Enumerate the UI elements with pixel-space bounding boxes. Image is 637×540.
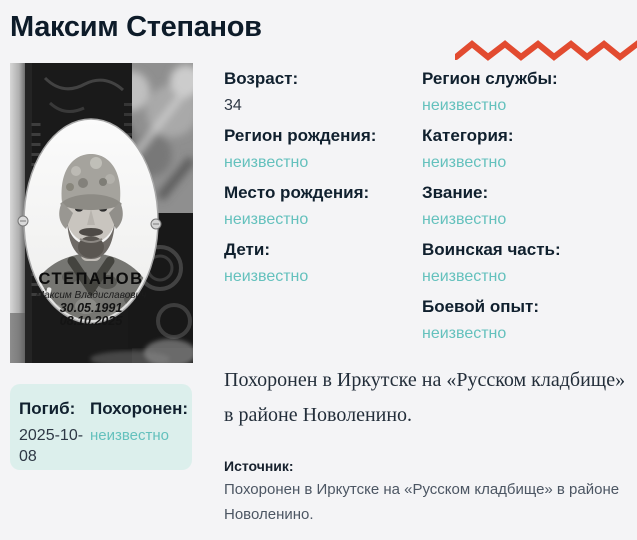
source-block: [224, 458, 626, 527]
field-label: Регион рождения:: [224, 126, 377, 145]
source-text: Похоронен в Иркутске на «Русском кладбище» в районе Новоленино.: [224, 481, 620, 523]
field-value: неизвестно: [422, 268, 507, 285]
field-value: неизвестно: [224, 154, 309, 171]
fields-column-right: [422, 63, 637, 353]
source-label: Источник:: [224, 458, 294, 474]
field-value: неизвестно: [422, 154, 507, 171]
field-label: Дети:: [224, 240, 270, 259]
death-burial-box: [10, 384, 192, 470]
died-date: 2025-10-08: [19, 427, 84, 466]
field-combat-experience: [422, 296, 637, 345]
field-service-region: [422, 68, 637, 117]
field-birth-region: [224, 125, 419, 174]
field-age: [224, 68, 419, 117]
field-children: [224, 239, 419, 288]
memorial-photo: [10, 63, 193, 363]
field-rank: [422, 182, 637, 231]
field-value: неизвестно: [224, 211, 309, 228]
field-category: [422, 125, 637, 174]
buried-label: Похоронен:: [90, 399, 189, 418]
died-label: Погиб:: [19, 399, 76, 418]
field-military-unit: [422, 239, 637, 288]
plaque-birth-date: 30.05.1991: [59, 301, 123, 315]
field-value: неизвестно: [224, 268, 309, 285]
plaque-death-date: 08.10.2025: [59, 314, 123, 328]
fields-column-left: [224, 63, 419, 296]
gravestone-photo-art: [10, 63, 193, 363]
field-value: 34: [224, 97, 242, 114]
page-title: Максим Степанов: [10, 11, 262, 43]
plaque-surname: СТЕПАНОВ: [38, 270, 144, 288]
field-label: Регион службы:: [422, 69, 558, 88]
field-label: Боевой опыт:: [422, 297, 539, 316]
zigzag-decoration: [455, 38, 637, 64]
field-value: неизвестно: [422, 211, 507, 228]
plaque-name-patronymic: Максим Владиславович: [35, 290, 147, 301]
burial-note: Похоронен в Иркутске на «Русском кладбище» в районе Новоленино.: [224, 369, 626, 426]
field-label: Место рождения:: [224, 183, 370, 202]
field-label: Звание:: [422, 183, 489, 202]
buried-value: неизвестно: [90, 427, 170, 445]
field-value: неизвестно: [422, 325, 507, 342]
field-label: Возраст:: [224, 69, 299, 88]
field-birth-place: [224, 182, 419, 231]
field-label: Категория:: [422, 126, 514, 145]
field-label: Воинская часть:: [422, 240, 561, 259]
field-value: неизвестно: [422, 97, 507, 114]
